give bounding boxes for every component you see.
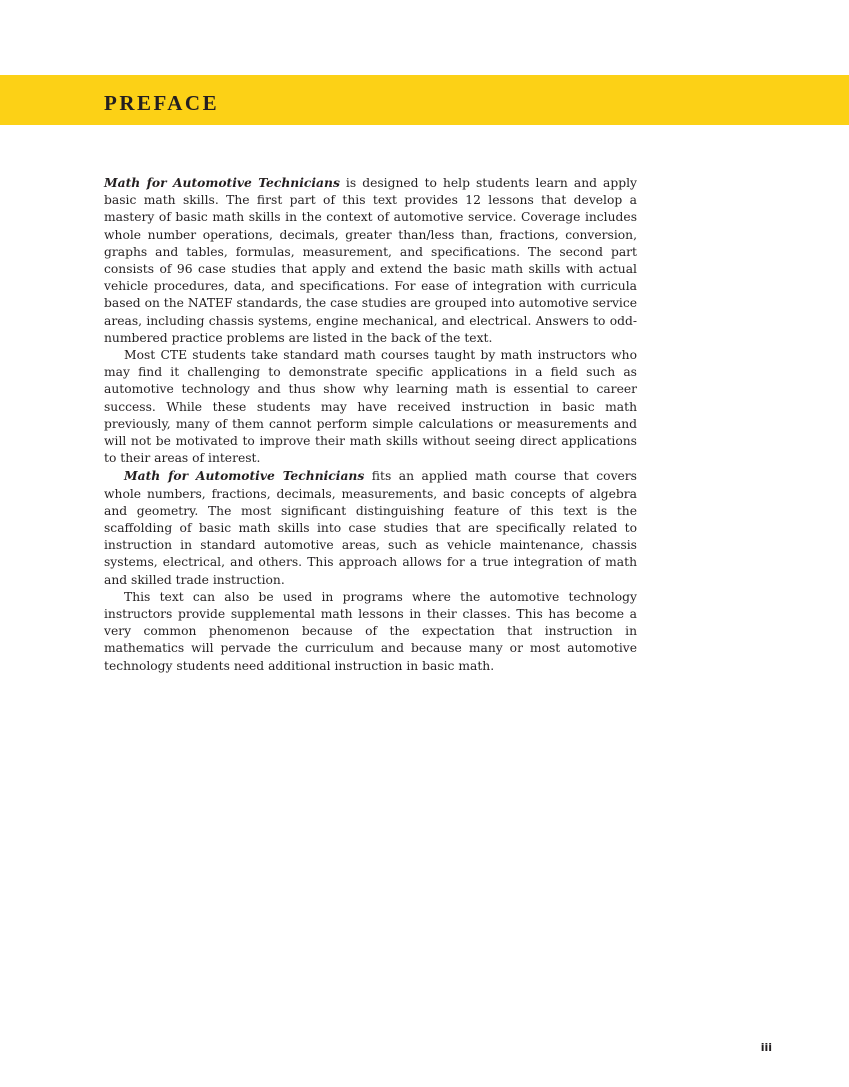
- paragraph-1: [104, 174, 637, 347]
- paragraph-2: [104, 347, 637, 467]
- page-number: iii: [760, 1041, 772, 1054]
- book-title: Math for Automotive Technicians: [104, 175, 340, 190]
- paragraph-text: is designed to help students learn and apply basic math skills. The first part of this text provides 12 lessons that develop a mastery of basic math skills in the context of automotive service. Coverage includes whole number operations, decimals, greater than/less than, fractions, conversion, graphs and tables, formulas, measurement, and specifications. The second part consists of 96 case studies that apply and extend the basic math skills with actual vehicle procedures, data, and specifications. For ease of integration with curricula based on the NATEF standards, the case studies are grouped into automotive service areas, including chassis systems, engine mechanical, and electrical. Answers to odd-numbered practice problems are listed in the back of the text.: [104, 176, 637, 345]
- paragraph-4: [104, 589, 637, 675]
- page-title: PREFACE: [104, 91, 220, 115]
- paragraph-text: This text can also be used in programs where the automotive technology instructors provide supplemental math lessons in their classes. This has become a very common phenomenon because of the expectation that instruction in mathematics will pervade the curriculum and because many or most automotive technology students need additional instruction in basic math.: [104, 589, 637, 673]
- paragraph-text: fits an applied math course that covers whole numbers, fractions, decimals, measurements, and basic concepts of algebra and geometry. The most significant distinguishing feature of this text is the scaffolding of basic math skills into case studies that are specifically related to instruction in standard automotive areas, such as vehicle maintenance, chassis systems, electrical, and others. This approach allows for a true integration of math and skilled trade instruction.: [104, 469, 637, 587]
- paragraph-text: Most CTE students take standard math courses taught by math instructors who may find it challenging to demonstrate specific applications in a field such as automotive technology and thus show why learning math is essential to career success. While these students may have received instruction in basic math previously, many of them cannot perform simple calculations or measurements and will not be motivated to improve their math skills without seeing direct applications to their areas of interest.: [104, 348, 637, 466]
- paragraph-3: [104, 467, 637, 588]
- preface-body: [104, 174, 637, 675]
- book-title: Math for Automotive Technicians: [124, 468, 365, 484]
